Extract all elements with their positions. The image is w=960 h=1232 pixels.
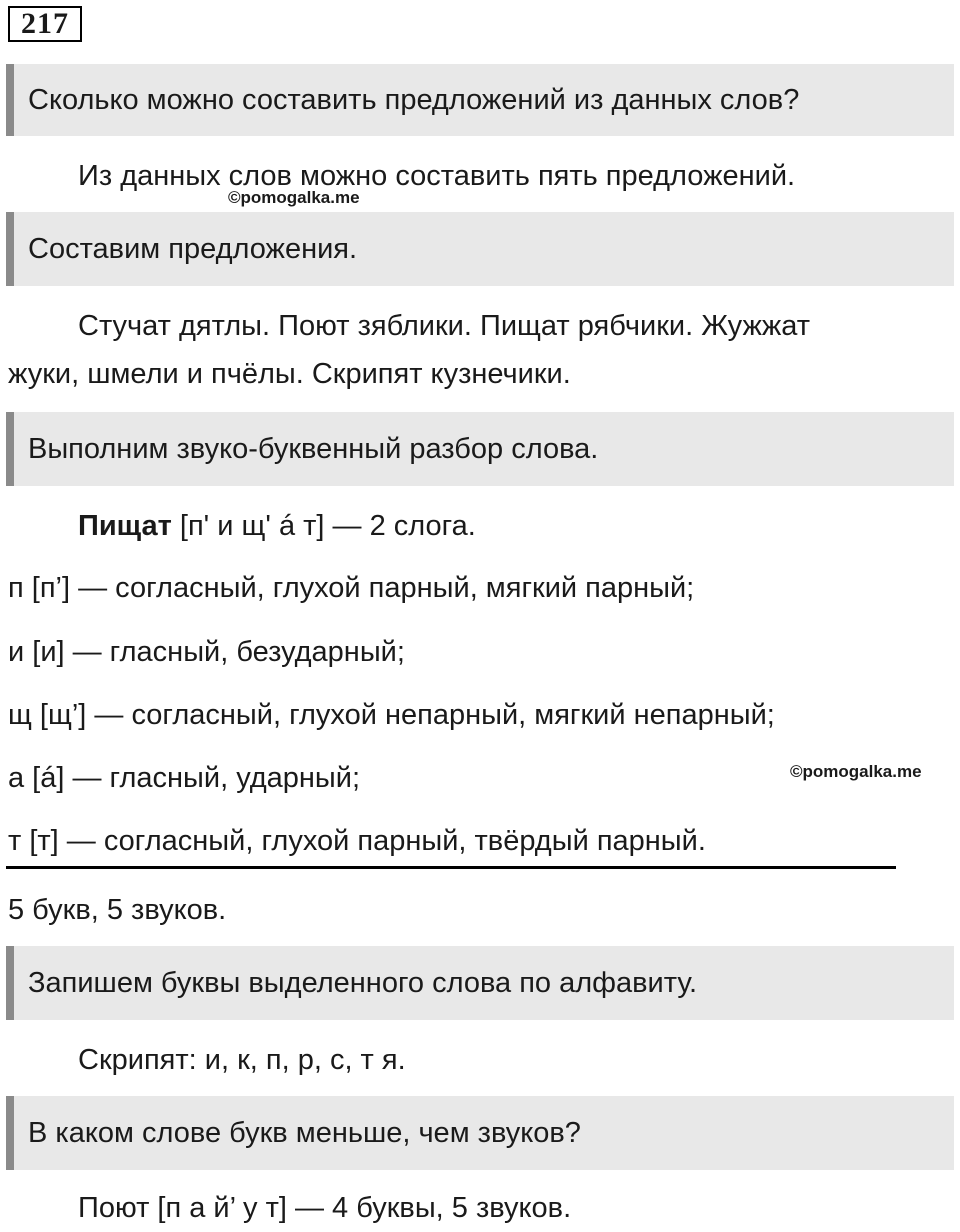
sound-line-1: п [п’] — согласный, глухой парный, мягкий парный;: [8, 572, 695, 604]
sound-line-2: и [и] — гласный, безударный;: [8, 636, 405, 668]
answer-text-1: Из данных слов можно составить пять предложений.: [78, 160, 796, 192]
sound-line-4: а [á] — гласный, ударный;: [8, 762, 361, 794]
question-bar-3: [6, 412, 954, 486]
watermark-2: ©pomogalka.me: [790, 762, 922, 781]
answer-text-2-line-1: Стучат дятлы. Поют зяблики. Пищат рябчики. Жужжат: [78, 310, 811, 342]
summary-text: 5 букв, 5 звуков.: [8, 894, 227, 926]
question-bar-2: [6, 212, 954, 286]
word-analysis-header: [78, 508, 476, 544]
question-text-5: В каком слове букв меньше, чем звуков?: [28, 1116, 581, 1149]
question-text-2: Составим предложения.: [28, 232, 358, 265]
word-transcription: [п' и щ' á т] — 2 слога.: [171, 510, 476, 542]
question-bar-1: [6, 64, 954, 136]
question-text-3: Выполним звуко-буквенный разбор слова.: [28, 432, 599, 465]
question-text-1: Сколько можно составить предложений из данных слов?: [28, 83, 800, 116]
question-text-4: Запишем буквы выделенного слова по алфавиту.: [28, 966, 698, 999]
summary-divider: [6, 866, 896, 869]
task-number: 217: [8, 6, 82, 42]
question-bar-4: [6, 946, 954, 1020]
answer-text-5: Поют [п а й’ у т] — 4 буквы, 5 звуков.: [78, 1192, 572, 1224]
question-bar-5: [6, 1096, 954, 1170]
sound-line-3: щ [щ’] — согласный, глухой непарный, мягкий непарный;: [8, 699, 775, 731]
sound-line-5: т [т] — согласный, глухой парный, твёрдый парный.: [8, 825, 706, 857]
analyzed-word: Пищат: [78, 510, 172, 542]
answer-text-2-line-2: жуки, шмели и пчёлы. Скрипят кузнечики.: [8, 358, 571, 390]
answer-text-4: Скрипят: и, к, п, р, с, т я.: [78, 1044, 406, 1076]
watermark-1: ©pomogalka.me: [228, 188, 360, 207]
